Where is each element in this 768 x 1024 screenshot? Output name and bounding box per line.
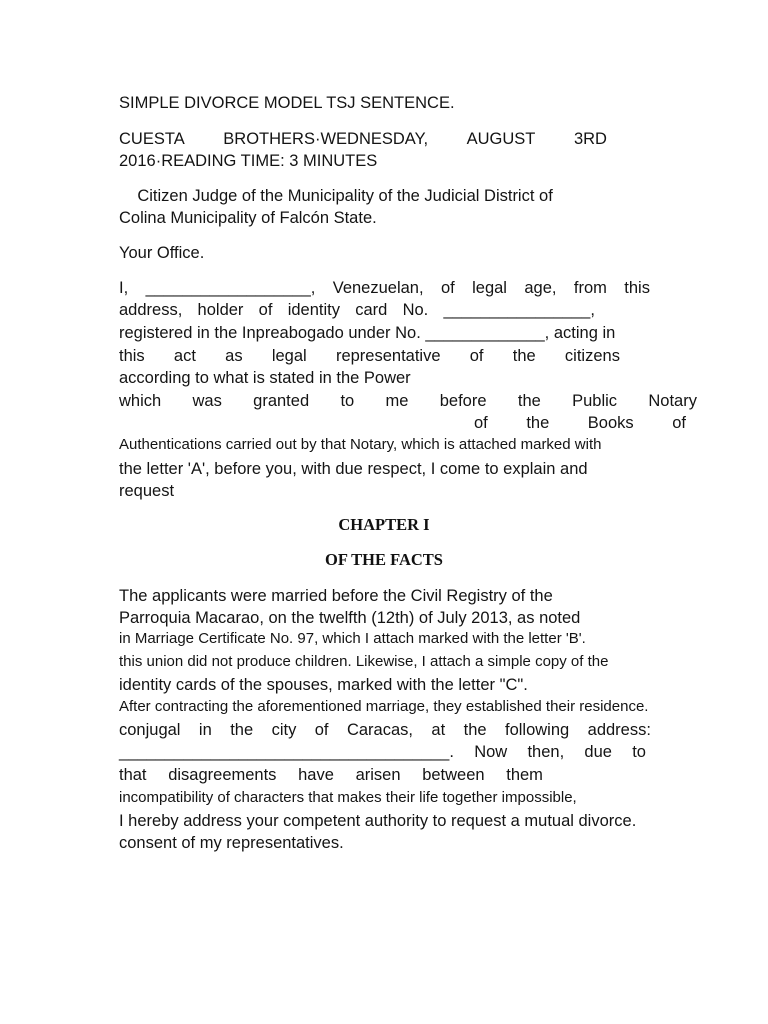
chapter-subheading: OF THE FACTS	[325, 550, 443, 569]
paragraph-line	[119, 278, 650, 298]
word: of	[258, 301, 273, 319]
word: have	[298, 766, 334, 784]
paragraph-line	[119, 300, 595, 320]
paragraph-line: this union did not produce children. Likewise, I attach a simple copy of the	[119, 653, 609, 670]
word: of	[314, 721, 329, 739]
word: No.	[402, 301, 429, 319]
word: card	[355, 301, 388, 319]
word: as	[225, 347, 243, 365]
paragraph-line: Authentications carried out by that Notary, which is attached marked with	[119, 436, 602, 453]
word: granted	[253, 392, 310, 410]
paragraph-line	[119, 720, 651, 740]
word: the	[230, 721, 254, 739]
chapter-heading: CHAPTER I	[338, 515, 430, 534]
paragraph-line: incompatibility of characters that makes their life together impossible,	[119, 789, 577, 806]
word: this	[119, 347, 145, 365]
word: city	[271, 721, 297, 739]
paragraph-line: request	[119, 482, 175, 500]
word: the	[526, 414, 550, 432]
word: legal	[271, 347, 307, 365]
word: identity	[287, 301, 340, 319]
word: which	[119, 392, 162, 410]
word: this	[624, 279, 650, 297]
word: Public	[572, 392, 618, 410]
byline-word: AUGUST	[466, 130, 536, 148]
word: the	[463, 721, 487, 739]
byline-word: CUESTA	[119, 130, 185, 148]
word: in	[198, 721, 212, 739]
byline-word: 3RD	[573, 130, 607, 148]
word: Notary	[648, 392, 697, 410]
word: the	[512, 347, 536, 365]
paragraph-line: according to what is stated in the Power	[119, 369, 411, 387]
word: disagreements	[168, 766, 277, 784]
word: representative	[335, 347, 441, 365]
word: to	[340, 392, 355, 410]
document-title: SIMPLE DIVORCE MODEL TSJ SENTENCE.	[119, 94, 455, 112]
word: due	[584, 743, 612, 761]
word: at	[431, 721, 446, 739]
address-line: Citizen Judge of the Municipality of the Judicial District of	[119, 187, 553, 205]
word: from	[573, 279, 607, 297]
word: Venezuelan,	[332, 279, 424, 297]
word: Now	[474, 743, 508, 761]
paragraph-line	[119, 346, 620, 366]
word: address:	[587, 721, 651, 739]
salutation: Your Office.	[119, 244, 205, 262]
byline-date: 2016·READING TIME: 3 MINUTES	[119, 152, 378, 170]
word: of	[469, 347, 484, 365]
word: legal	[472, 279, 507, 297]
paragraph-line: After contracting the aforementioned marriage, they established their residence.	[119, 698, 649, 715]
word: to	[632, 743, 646, 761]
paragraph-line	[119, 765, 543, 785]
paragraph-line: the letter 'A', before you, with due respect, I come to explain and	[119, 460, 588, 478]
byline-word: BROTHERS·WEDNESDAY,	[223, 130, 429, 148]
word: before	[439, 392, 487, 410]
word: them	[506, 766, 543, 784]
paragraph-line: The applicants were married before the Civil Registry of the	[119, 587, 553, 605]
word: conjugal	[119, 721, 181, 739]
paragraph-line: registered in the Inpreabogado under No. _____________, acting in	[119, 324, 616, 342]
paragraph-line: I hereby address your competent authority to request a mutual divorce.	[119, 812, 637, 830]
word: I,	[119, 279, 129, 297]
byline	[119, 129, 607, 149]
paragraph-line	[474, 413, 686, 433]
word: age,	[524, 279, 557, 297]
word: act	[173, 347, 196, 365]
blank-address: ____________________________________.	[119, 743, 454, 761]
paragraph-line	[119, 742, 646, 762]
paragraph-line: identity cards of the spouses, marked with the letter "C".	[119, 676, 528, 694]
word: Caracas,	[346, 721, 413, 739]
word: arisen	[355, 766, 401, 784]
word: was	[192, 392, 222, 410]
word: of	[474, 414, 488, 432]
paragraph-line	[119, 391, 697, 411]
word: holder	[197, 301, 244, 319]
word: the	[517, 392, 541, 410]
word: following	[505, 721, 570, 739]
blank-name: __________________,	[145, 279, 316, 297]
word: Books	[587, 414, 634, 432]
word: address,	[119, 301, 183, 319]
word: of	[440, 279, 455, 297]
word: citizens	[564, 347, 620, 365]
word: me	[385, 392, 409, 410]
word: of	[672, 414, 686, 432]
word: then,	[527, 743, 565, 761]
word: that	[119, 766, 147, 784]
blank-id-card: ________________,	[443, 301, 595, 319]
word: between	[422, 766, 485, 784]
address-line: Colina Municipality of Falcón State.	[119, 209, 377, 227]
paragraph-line: consent of my representatives.	[119, 834, 344, 852]
paragraph-line: in Marriage Certificate No. 97, which I attach marked with the letter 'B'.	[119, 630, 586, 647]
paragraph-line: Parroquia Macarao, on the twelfth (12th) of July 2013, as noted	[119, 609, 581, 627]
